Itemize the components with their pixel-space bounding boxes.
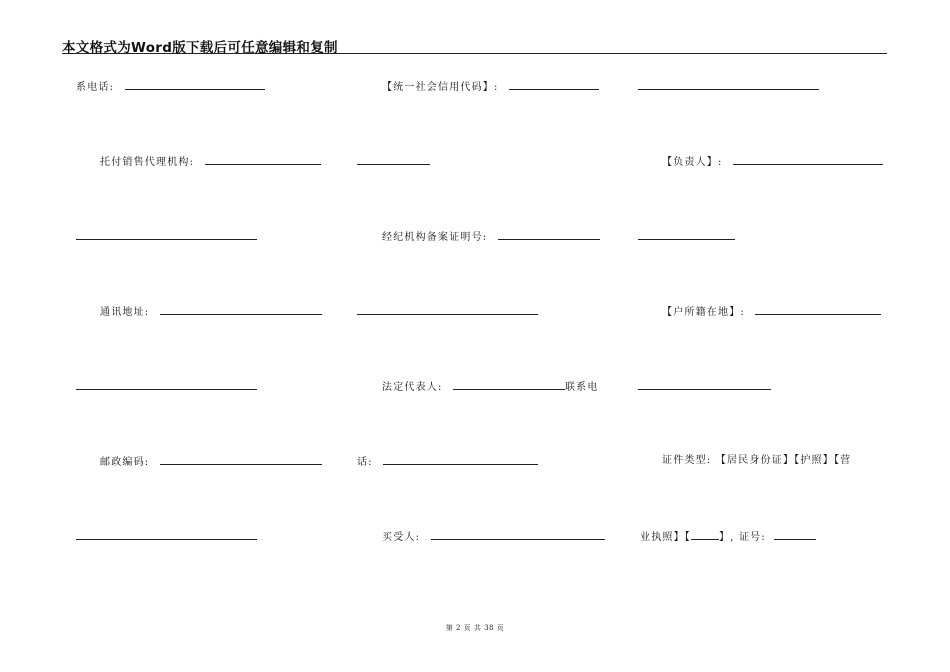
- other-id-type-blank[interactable]: [691, 530, 719, 540]
- row2-middle-blank[interactable]: [357, 155, 430, 165]
- agency-filing-field: [382, 230, 600, 244]
- household-registration-blank[interactable]: [755, 305, 881, 315]
- buyer-field: [382, 530, 605, 544]
- household-registration-label: 【户所籍在地】:: [662, 307, 745, 318]
- row7-left-blank[interactable]: [76, 530, 257, 540]
- row7-left: [76, 530, 257, 544]
- mailing-address-blank[interactable]: [160, 305, 322, 315]
- id-type-field: [662, 455, 851, 467]
- row3-left-blank[interactable]: [76, 230, 257, 240]
- credit-code-label: 【统一社会信用代码】:: [382, 82, 499, 93]
- id-number-field: [640, 530, 816, 544]
- postal-code-blank[interactable]: [160, 455, 322, 465]
- agency-filing-blank[interactable]: [498, 230, 600, 240]
- mailing-address-label: 通讯地址:: [100, 307, 150, 318]
- row1-continuation-blank[interactable]: [638, 80, 819, 90]
- credit-code-blank[interactable]: [509, 80, 599, 90]
- sales-agent-blank[interactable]: [205, 155, 321, 165]
- contact-phone-label: 系电话:: [76, 82, 115, 93]
- row3-right-blank[interactable]: [638, 230, 735, 240]
- page-footer: 第 2 页 共 38 页: [445, 624, 505, 632]
- buyer-label: 买受人:: [382, 532, 421, 543]
- legal-representative-field: [382, 380, 599, 394]
- id-number-blank[interactable]: [774, 530, 816, 540]
- row2-middle: [357, 155, 430, 169]
- id-number-label: 】, 证号:: [719, 532, 766, 543]
- postal-code-field: [100, 455, 322, 469]
- row4-middle: [357, 305, 538, 319]
- business-license-label: 业执照】【: [640, 532, 691, 543]
- row5-right-blank[interactable]: [638, 380, 771, 390]
- row3-left: [76, 230, 257, 244]
- id-type-label: 证件类型: 【居民身份证】【护照】【营: [662, 455, 852, 466]
- phone-continuation-field: [357, 455, 538, 469]
- document-header-title: 本文格式为Word版下载后可任意编辑和复制: [62, 40, 338, 56]
- person-in-charge-blank[interactable]: [733, 155, 883, 165]
- credit-code-field: [382, 80, 599, 94]
- household-registration-field: [662, 305, 881, 319]
- contact-phone-blank[interactable]: [125, 80, 265, 90]
- agency-filing-label: 经纪机构备案证明号:: [382, 232, 488, 243]
- row5-right: [638, 380, 771, 394]
- contact-phone-prefix: 联系电: [564, 382, 599, 393]
- row5-left-blank[interactable]: [76, 380, 257, 390]
- row3-right: [638, 230, 735, 244]
- contact-phone-field: [76, 80, 265, 94]
- postal-code-label: 邮政编码:: [100, 457, 150, 468]
- buyer-blank[interactable]: [431, 530, 605, 540]
- person-in-charge-label: 【负责人】:: [662, 157, 723, 168]
- row5-left: [76, 380, 257, 394]
- legal-representative-label: 法定代表人:: [382, 382, 443, 393]
- header-divider: [62, 53, 887, 54]
- person-in-charge-field: [662, 155, 883, 169]
- phone-continuation-label: 话:: [357, 457, 373, 468]
- phone-continuation-blank[interactable]: [383, 455, 538, 465]
- sales-agent-field: [100, 155, 321, 169]
- mailing-address-field: [100, 305, 322, 319]
- row1-continuation: [638, 80, 819, 94]
- sales-agent-label: 托付销售代理机构:: [100, 157, 195, 168]
- row4-middle-blank[interactable]: [357, 305, 538, 315]
- legal-representative-blank[interactable]: [453, 380, 565, 390]
